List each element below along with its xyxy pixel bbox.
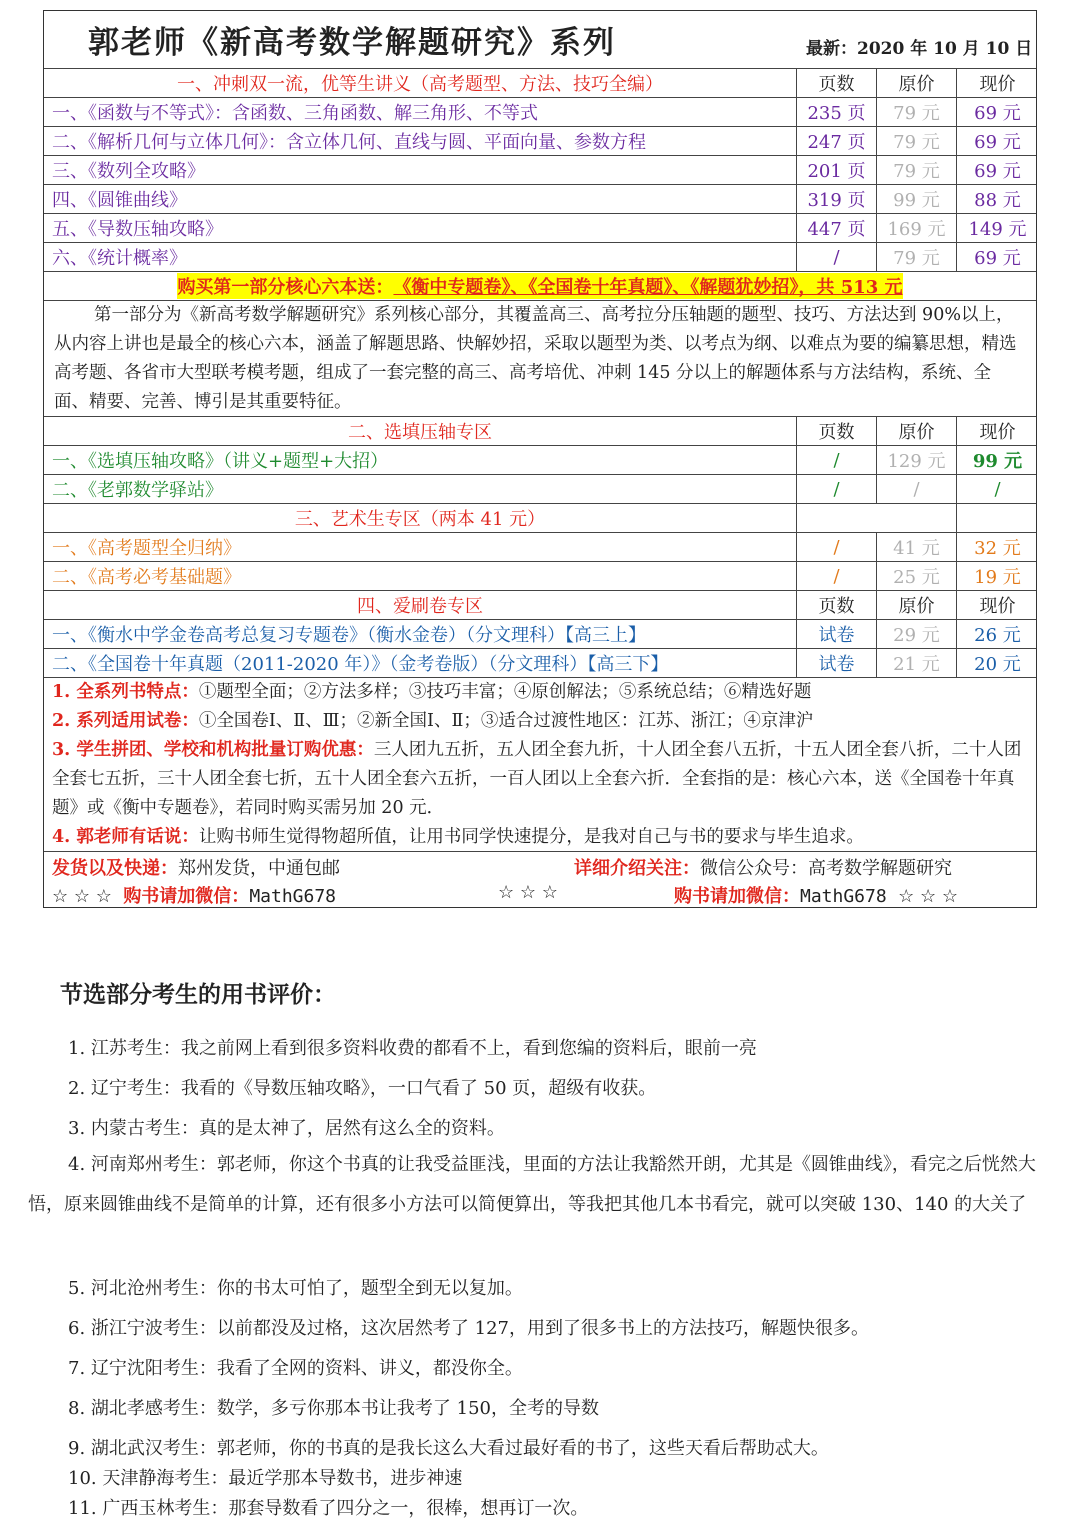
note-label: 4. 郭老师有话说：	[52, 827, 199, 847]
book-pages: /	[796, 533, 876, 561]
note-text: ①全国卷Ⅰ、Ⅱ、Ⅲ；②新全国Ⅰ、Ⅱ；③适合过渡性地区：江苏、浙江；④京津沪	[198, 711, 814, 731]
review-item: 3. 内蒙古考生：真的是太神了，居然有这么全的资料。	[68, 1118, 505, 1139]
col-pages-header: 页数	[796, 69, 876, 97]
review-item: 11. 广西玉林考生：那套导数看了四分之一，很棒，想再订一次。	[68, 1498, 589, 1519]
col-now-header: 现价	[956, 417, 1038, 445]
book-row	[44, 475, 1036, 504]
book-row	[44, 127, 1036, 156]
note-text: 让购书师生觉得物超所值，让用书同学快速提分，是我对自己与书的要求与毕生追求。	[198, 827, 864, 847]
review-item: 1. 江苏考生：我之前网上看到很多资料收费的都看不上，看到您编的资料后，眼前一亮	[68, 1038, 757, 1059]
note-item	[52, 736, 1028, 823]
section2-header	[44, 417, 1036, 446]
book-row	[44, 446, 1036, 475]
book-orig-price: 21 元	[876, 649, 956, 677]
book-orig-price: 129 元	[876, 446, 956, 474]
note-label: 2. 系列适用试卷：	[52, 711, 199, 731]
book-pages: 247 页	[796, 127, 876, 155]
book-orig-price: 79 元	[876, 98, 956, 126]
ship-label: 发货以及快递：	[52, 858, 178, 879]
book-orig-price: 169 元	[876, 214, 956, 242]
book-row	[44, 156, 1036, 185]
col-pages-header: 页数	[796, 417, 876, 445]
note-label: 3. 学生拼团、学校和机构批量订购优惠：	[52, 740, 374, 760]
note-text: ①题型全面；②方法多样；③技巧丰富；④原创解法；⑤系统总结；⑥精选好题	[198, 682, 812, 702]
book-row	[44, 533, 1036, 562]
book-orig-price: 79 元	[876, 156, 956, 184]
book-name: 一、《高考题型全归纳》	[52, 538, 241, 559]
book-row	[44, 214, 1036, 243]
col-orig-header: 原价	[876, 417, 956, 445]
col-orig-header: 原价	[876, 591, 956, 619]
book-name: 六、《统计概率》	[52, 248, 187, 269]
book-pages: 201 页	[796, 156, 876, 184]
book-name: 三、《数列全攻略》	[52, 161, 205, 182]
book-now-price: 19 元	[956, 562, 1038, 590]
book-pages: /	[796, 446, 876, 474]
book-now-price: 69 元	[956, 127, 1038, 155]
book-orig-price: 79 元	[876, 243, 956, 271]
review-item: 6. 浙江宁波考生：以前都没及过格，这次居然考了 127，用到了很多书上的方法技巧，解题快很多。	[68, 1318, 869, 1339]
col-now-header: 现价	[956, 591, 1038, 619]
review-item: 8. 湖北孝感考生：数学，多亏你那本书让我考了 150，全考的导数	[68, 1398, 599, 1419]
book-name: 二、《解析几何与立体几何》：含立体几何、直线与圆、平面向量、参数方程	[52, 132, 646, 153]
book-pages: /	[796, 562, 876, 590]
book-row	[44, 562, 1036, 591]
wechat-info-right	[674, 882, 958, 908]
review-item: 7. 辽宁沈阳考生：我看了全网的资料、讲义，都没你全。	[68, 1358, 523, 1379]
ship-text: 郑州发货，中通包邮	[178, 858, 340, 879]
book-pages: /	[796, 475, 876, 503]
review-item: 4. 河南郑州考生：郭老师，你这个书真的让我受益匪浅，里面的方法让我豁然开朗，尤其是《圆锥曲线》，看完之后恍然大悟，原来圆锥曲线不是简单的计算，还有很多小方法可以简便算出，等我把其他几本书看完，就可以突破 130、140 的大关了	[28, 1154, 1036, 1215]
book-name: 二、《高考必考基础题》	[52, 567, 241, 588]
book-pages: 试卷	[796, 620, 876, 648]
book-now-price: 26 元	[956, 620, 1038, 648]
header-row	[44, 11, 1036, 69]
review-item: 5. 河北沧州考生：你的书太可怕了，题型全到无以复加。	[68, 1278, 523, 1299]
notes-list	[52, 678, 1028, 852]
reviews-title: 节选部分考生的用书评价：	[60, 981, 336, 1008]
gift-items: 《衡中专题卷》、《全国卷十年真题》、《解题犹妙招》，共 513 元	[393, 273, 902, 299]
book-now-price: 69 元	[956, 156, 1038, 184]
book-now-price: 99 元	[956, 446, 1038, 474]
book-orig-price: 41 元	[876, 533, 956, 561]
star-icon: ☆ ☆ ☆	[898, 886, 959, 907]
book-orig-price: 25 元	[876, 562, 956, 590]
intro-text: 微信公众号：高考数学解题研究	[700, 858, 952, 879]
star-icon: ☆ ☆ ☆	[52, 886, 112, 907]
book-name: 一、《选填压轴攻略》（讲义+题型+大招）	[52, 451, 389, 472]
wechat-label: 购书请加微信：	[123, 886, 250, 907]
book-row	[44, 649, 1036, 678]
gift-row	[44, 272, 1036, 301]
book-pages: 447 页	[796, 214, 876, 242]
book-now-price: 69 元	[956, 243, 1038, 271]
book-now-price: 149 元	[956, 214, 1038, 242]
book-orig-price: 29 元	[876, 620, 956, 648]
review-item: 2. 辽宁考生：我看的《导数压轴攻略》，一口气看了 50 页，超级有收获。	[68, 1078, 657, 1099]
book-now-price: 69 元	[956, 98, 1038, 126]
book-pages: 235 页	[796, 98, 876, 126]
book-row	[44, 243, 1036, 272]
intro-info	[574, 854, 952, 880]
book-pages: 试卷	[796, 649, 876, 677]
note-item	[52, 678, 1028, 707]
section4-header	[44, 591, 1036, 620]
gift-prefix: 购买第一部分核心六本送：	[177, 273, 393, 299]
book-name: 四、《圆锥曲线》	[52, 190, 187, 211]
book-now-price: /	[956, 475, 1038, 503]
price-list-table	[43, 10, 1037, 908]
book-pages: /	[796, 243, 876, 271]
book-name: 一、《函数与不等式》：含函数、三角函数、解三角形、不等式	[52, 103, 538, 124]
book-name: 二、《老郭数学驿站》	[52, 480, 223, 501]
book-now-price: 88 元	[956, 185, 1038, 213]
section1-header	[44, 69, 1036, 98]
intro-label: 详细介绍关注：	[574, 858, 700, 879]
book-orig-price: /	[876, 475, 956, 503]
section3-header	[44, 504, 1036, 533]
description-block	[44, 301, 1036, 417]
gift-banner	[44, 272, 1036, 300]
book-orig-price: 79 元	[876, 127, 956, 155]
review-item: 9. 湖北武汉考生：郭老师，你的书真的是我长这么大看过最好看的书了，这些天看后帮助忒大。	[68, 1438, 829, 1459]
note-item	[52, 823, 1028, 852]
section4-title: 四、爱刷卷专区	[357, 596, 483, 617]
book-name: 五、《导数压轴攻略》	[52, 219, 223, 240]
col-now-header: 现价	[956, 69, 1038, 97]
book-pages: 319 页	[796, 185, 876, 213]
book-now-price: 32 元	[956, 533, 1038, 561]
book-name: 二、《全国卷十年真题（2011-2020 年）》（金考卷版）（分文理科）【高三下】	[52, 654, 669, 675]
book-row	[44, 98, 1036, 127]
wechat-id: MathG678	[800, 886, 887, 907]
wechat-label: 购书请加微信：	[674, 886, 800, 907]
page-title: 郭老师《新高考数学解题研究》系列	[88, 25, 616, 61]
wechat-id: MathG678	[249, 886, 337, 907]
col-pages-header: 页数	[796, 591, 876, 619]
book-row	[44, 185, 1036, 214]
book-name: 一、《衡水中学金卷高考总复习专题卷》（衡水金卷）（分文理科）【高三上】	[52, 625, 646, 646]
series-description: 第一部分为《新高考数学解题研究》系列核心部分，其覆盖高三、高考拉分压轴题的题型、技巧、方法达到 90%以上，从内容上讲也是最全的核心六本，涵盖了解题思路、快解妙招，采取以题型为类、以考点为纲、以难点为要的编纂思想，精选高考题、各省市大型联考模考题，组成了一套完整的高三、高考培优、冲刺 145 分以上的解题体系与方法结构，系统、全面、精要、完善、博引是其重要特征。	[54, 305, 1017, 412]
note-label: 1. 全系列书特点：	[52, 682, 199, 702]
book-now-price: 20 元	[956, 649, 1038, 677]
section3-title: 三、艺术生专区（两本 41 元）	[294, 509, 546, 530]
update-date: 最新：2020 年 10 月 10 日	[806, 39, 1032, 59]
section2-title: 二、选填压轴专区	[348, 422, 492, 443]
note-text: 三人团九五折，五人团全套九折，十人团全套八五折，十五人团全套八折，二十人团全套七五折，三十人团全套七折，五十人团全套六五折，一百人团以上全套六折．全套指的是：核心六本，送《全国卷十年真题》或《衡中专题卷》，若同时购买需另加 20 元．	[52, 740, 1022, 818]
book-row	[44, 620, 1036, 649]
shipping-info	[52, 854, 340, 880]
book-orig-price: 99 元	[876, 185, 956, 213]
review-item: 10. 天津静海考生：最近学那本导数书，进步神速	[68, 1468, 463, 1489]
section1-title: 一、冲刺双一流，优等生讲义（高考题型、方法、技巧全编）	[177, 74, 663, 95]
wechat-info-left	[52, 882, 336, 908]
footer-block	[44, 852, 1036, 907]
col-orig-header: 原价	[876, 69, 956, 97]
star-row: ☆ ☆ ☆	[498, 882, 558, 903]
notes-block	[44, 678, 1036, 852]
note-item	[52, 707, 1028, 736]
